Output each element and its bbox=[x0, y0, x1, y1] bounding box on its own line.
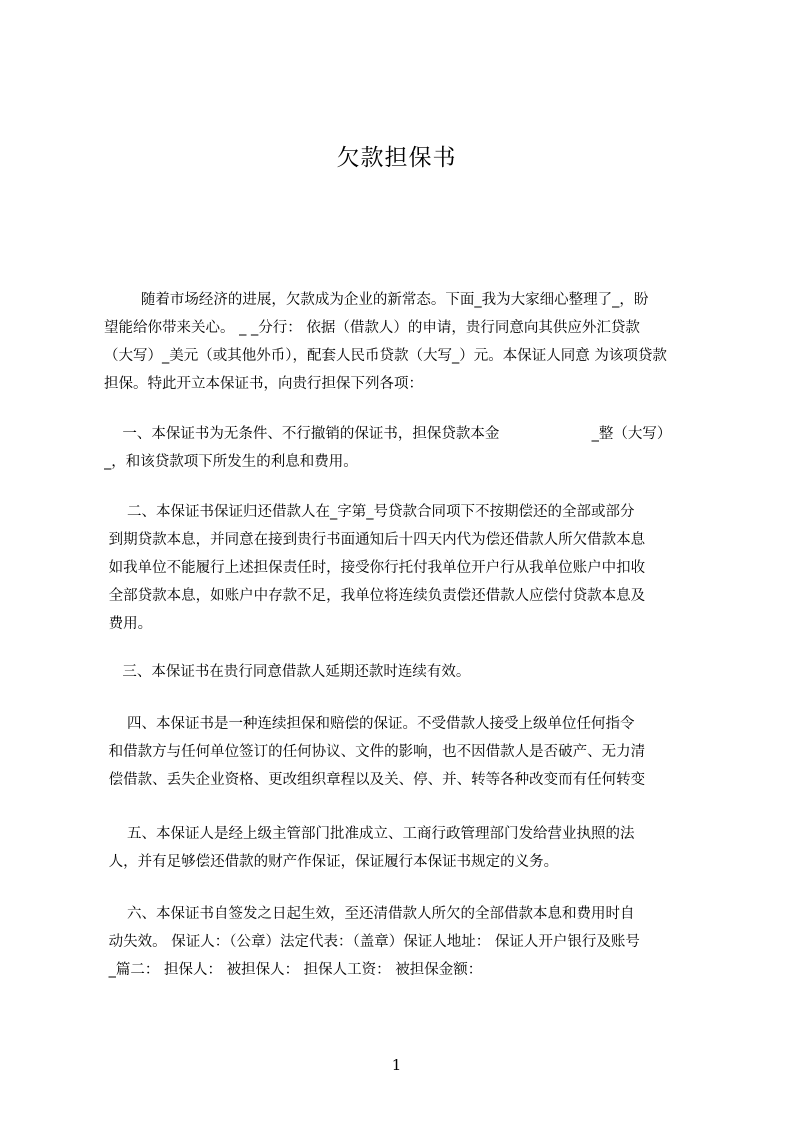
text-line: 和借款方与任何单位签订的任何协议、文件的影响，也不因借款人是否破产、无力清 bbox=[104, 744, 646, 760]
text-line: 偿借款、丢失企业资格、更改组织章程以及关、停、并、转等各种改变而有任何转变 bbox=[104, 772, 646, 788]
text-line: 五、本保证人是经上级主管部门批准成立、工商行政管理部门发给营业执照的法 bbox=[104, 826, 635, 842]
intro-paragraph bbox=[104, 286, 702, 398]
text-line: 人，并有足够偿还借款的财产作保证，保证履行本保证书规定的义务。 bbox=[104, 854, 559, 870]
text-line: 一、本保证书为无条件、不行撤销的保证书，担保贷款本金 _整（大写） bbox=[104, 426, 672, 442]
clause-5 bbox=[104, 820, 702, 876]
text-line: 随着市场经济的进展，欠款成为企业的新常态。下面_我为大家细心整理了_，盼 bbox=[104, 292, 649, 308]
text-line: 二、本保证书保证归还借款人在_字第_号贷款合同项下不按期偿还的全部或部分 bbox=[104, 504, 635, 520]
text-line: 担保。特此开立本保证书，向贵行担保下列各项： bbox=[104, 376, 423, 392]
clause-6 bbox=[104, 900, 702, 984]
text-line: 如我单位不能履行上述担保责任时，接受你行托付我单位开户行从我单位账户中扣收 bbox=[104, 560, 646, 576]
text-line: （大写）_美元（或其他外币），配套人民币贷款（大写_）元。本保证人同意 为该项贷款 bbox=[104, 348, 667, 364]
text-line: _篇二： 担保人： 被担保人： 担保人工资： 被担保金额： bbox=[104, 962, 483, 978]
text-line: 四、本保证书是一种连续担保和赔偿的保证。不受借款人接受上级单位任何指令 bbox=[104, 716, 635, 732]
text-line: 动失效。 保证人：（公章）法定代表：（盖章）保证人地址： 保证人开户银行及账号 bbox=[104, 934, 640, 950]
text-line: 费用。 bbox=[104, 616, 153, 632]
text-line: 三、本保证书在贵行同意借款人延期还款时连续有效。 bbox=[104, 664, 471, 680]
clause-3 bbox=[104, 658, 702, 686]
document-title: 欠款担保书 bbox=[336, 145, 457, 171]
text-line: 六、本保证书自签发之日起生效，至还清借款人所欠的全部借款本息和费用时自 bbox=[104, 906, 635, 922]
text-line: _，和该贷款项下所发生的利息和费用。 bbox=[104, 454, 358, 470]
page-number: 1 bbox=[391, 1056, 402, 1074]
clause-1 bbox=[104, 420, 702, 476]
clause-4 bbox=[104, 710, 702, 794]
text-line: 全部贷款本息，如账户中存款不足，我单位将连续负责偿还借款人应偿付贷款本息及 bbox=[104, 588, 646, 604]
clause-2 bbox=[104, 498, 702, 638]
text-line: 到期贷款本息，并同意在接到贵行书面通知后十四天内代为偿还借款人所欠借款本息 bbox=[104, 532, 646, 548]
text-line: 望能给你带来关心。 _ _分行： 依据（借款人）的申请，贵行同意向其供应外汇贷款 bbox=[104, 320, 640, 336]
